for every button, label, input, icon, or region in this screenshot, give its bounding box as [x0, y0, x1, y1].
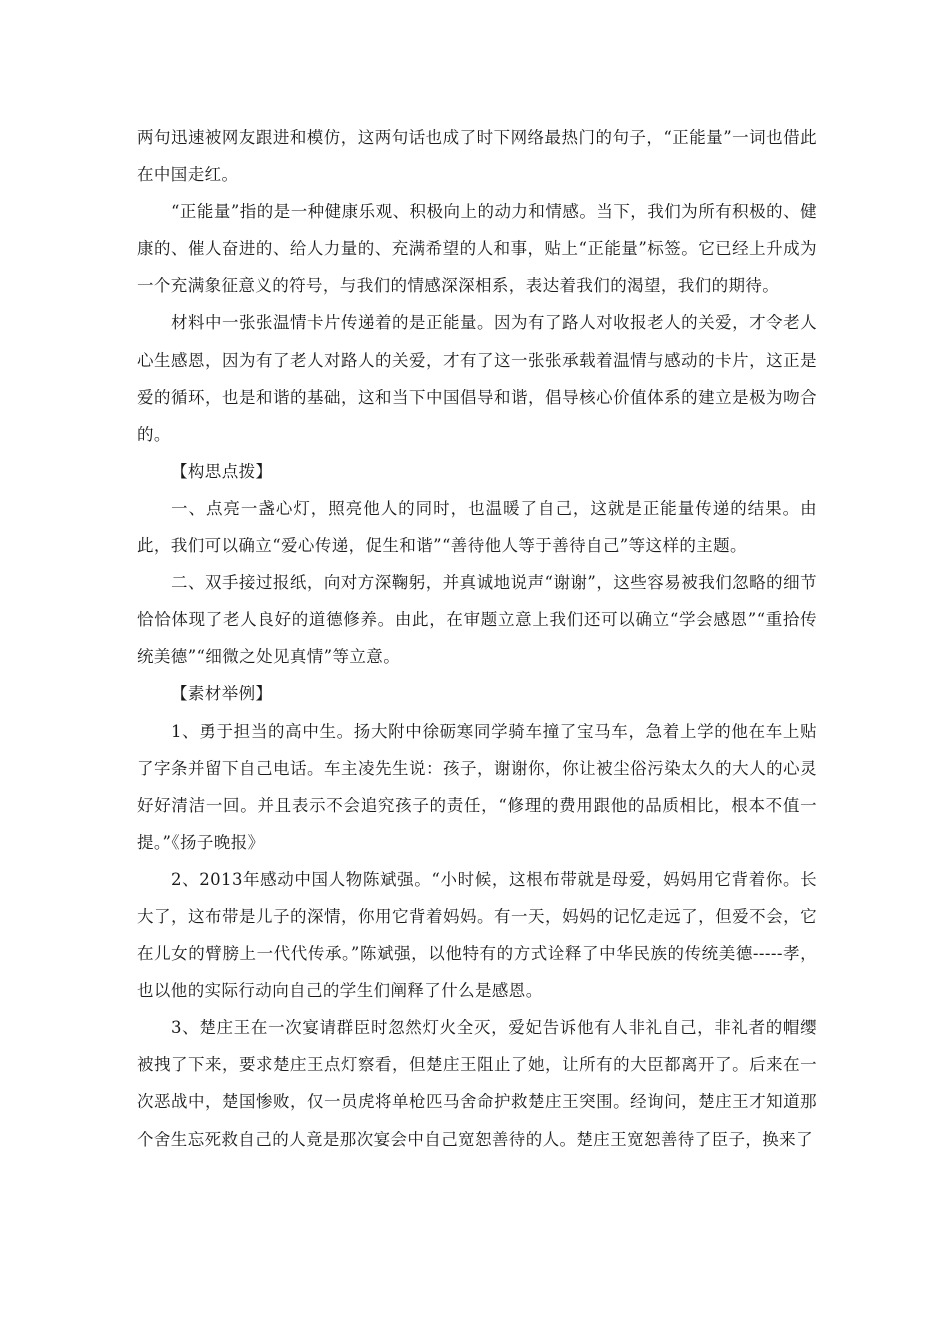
paragraph-example-three: 3、楚庄王在一次宴请群臣时忽然灯火全灭，爱妃告诉他有人非礼自己，非礼者的帽缨被拽了下来，要求楚庄王点灯察看，但楚庄王阻止了她，让所有的大臣都离开了。后来在一次恶战中，楚国惨败，仅一员虎将单枪匹马舍命护救楚庄王突围。经询问，楚庄王才知道那个舍生忘死救自己的人竟是那次宴会中自己宽恕善待的人。楚庄王宽恕善待了臣子，换来了: [137, 1018, 817, 1149]
paragraph-continuation: 两句迅速被网友跟进和模仿，这两句话也成了时下网络最热门的句子，“正能量”一词也借此在中国走红。: [137, 128, 817, 185]
paragraph-material-analysis: 材料中一张张温情卡片传递着的是正能量。因为有了路人对收报老人的关爱，才令老人心生感恩，因为有了老人对路人的关爱，才有了这一张张承载着温情与感动的卡片，这正是爱的循环，也是和谐的基础，这和当下中国倡导和谐，倡导核心价值体系的建立是极为吻合的。: [137, 313, 817, 444]
section-heading-material-examples: 【素材举例】: [171, 684, 273, 704]
paragraph-example-two: 2、2013年感动中国人物陈斌强。“小时候，这根布带就是母爱，妈妈用它背着你。长大了，这布带是儿子的深情，你用它背着妈妈。有一天，妈妈的记忆走远了，但爱不会，它在儿女的臂膀上一代代传承。”陈斌强，以他特有的方式诠释了中华民族的传统美德-----孝，也以他的实际行动向自己的学生们阐释了什么是感恩。: [137, 869, 817, 1001]
document-body: [137, 119, 817, 1158]
section-heading-idea-guidance: 【构思点拨】: [171, 461, 273, 481]
paragraph-positive-energy-definition: “正能量”指的是一种健康乐观、积极向上的动力和情感。当下，我们为所有积极的、健康的、催人奋进的、给人力量的、充满希望的人和事，贴上“正能量”标签。它已经上升成为一个充满象征意义的符号，与我们的情感深深相系，表达着我们的渴望，我们的期待。: [137, 202, 817, 296]
paragraph-idea-one: 一、点亮一盏心灯，照亮他人的同时，也温暖了自己，这就是正能量传递的结果。由此，我们可以确立“爱心传递，促生和谐”“善待他人等于善待自己”等这样的主题。: [137, 498, 817, 556]
paragraph-example-one: 1、勇于担当的高中生。扬大附中徐砺寒同学骑车撞了宝马车，急着上学的他在车上贴了字条并留下自己电话。车主凌先生说：孩子，谢谢你，你让被尘俗污染太久的大人的心灵好好清洁一回。并且表示不会追究孩子的责任，“修理的费用跟他的品质相比，根本不值一提。”《扬子晚报》: [137, 721, 817, 852]
paragraph-idea-two: 二、双手接过报纸，向对方深鞠躬，并真诚地说声“谢谢”，这些容易被我们忽略的细节恰恰体现了老人良好的道德修养。由此，在审题立意上我们还可以确立“学会感恩”“重拾传统美德”“细微之处见真情”等立意。: [137, 573, 817, 667]
